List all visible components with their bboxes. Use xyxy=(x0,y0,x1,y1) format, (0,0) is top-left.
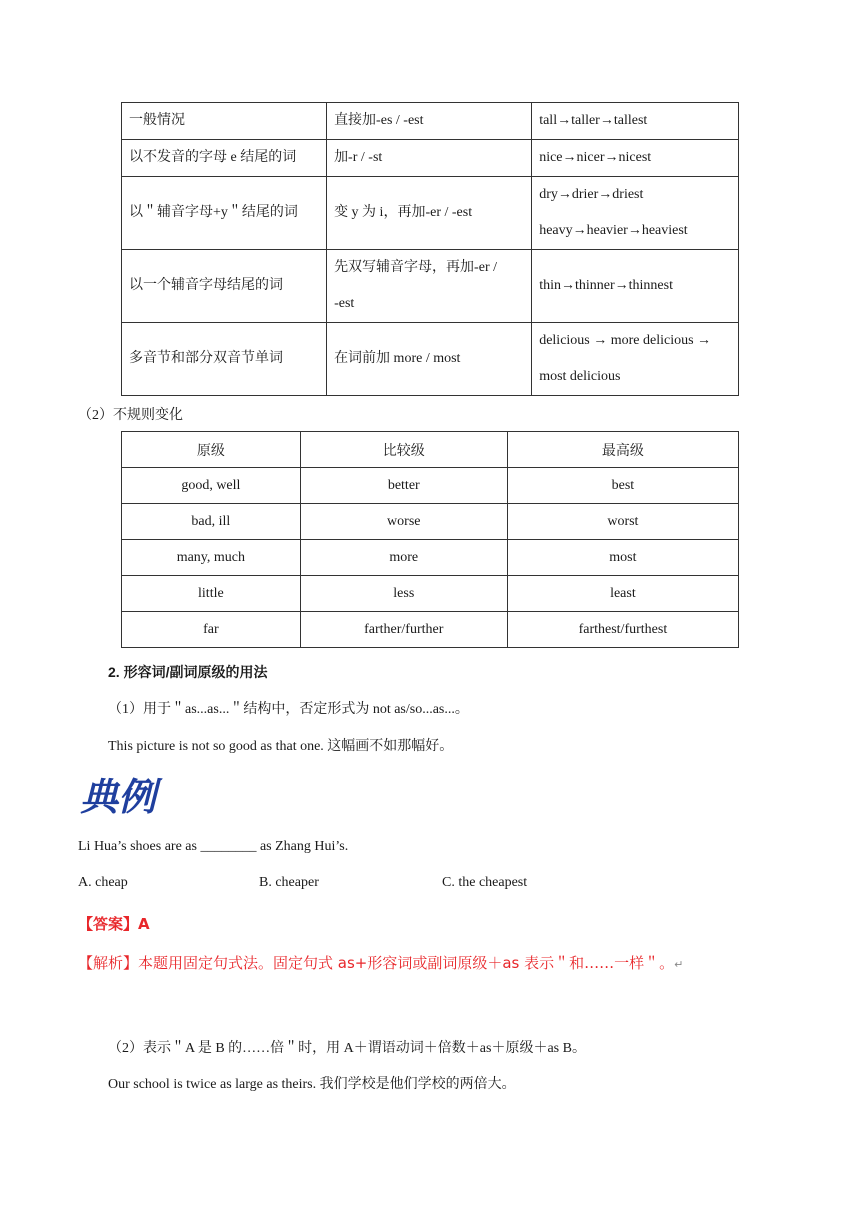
example-logo-icon xyxy=(78,770,164,822)
table-row xyxy=(122,250,739,323)
option-c: C. the cheapest xyxy=(442,875,528,890)
table-row xyxy=(122,140,739,177)
option-a: A. cheap xyxy=(78,875,128,890)
example-sentence: This picture is not so good as that one. 这幅画不如那幅好。 xyxy=(108,739,454,754)
analysis-content: 【解析】本题用固定句式法。固定句式 as+形容词或副词原级＋as 表示＂和……一样＂。 xyxy=(78,954,675,972)
table-cell: 一般情况 xyxy=(122,103,327,140)
table-cell: 以不发音的字母 e 结尾的词 xyxy=(122,140,327,177)
table-cell: good, well xyxy=(122,468,301,504)
table-header-row xyxy=(122,432,739,468)
table-cell: far xyxy=(122,612,301,648)
option-b: B. cheaper xyxy=(259,875,319,890)
table-row xyxy=(122,177,739,250)
table-row xyxy=(122,576,739,612)
table-cell: 在词前加 more / most xyxy=(327,323,532,396)
table-cell: farther/further xyxy=(300,612,507,648)
column-header: 原级 xyxy=(122,432,301,468)
example-line: heavy→heavier→heaviest xyxy=(539,223,688,238)
question-text: Li Hua’s shoes are as ________ as Zhang Hui’s. xyxy=(78,839,349,854)
logo-text: 典例 xyxy=(80,775,157,819)
table-cell: worst xyxy=(507,504,738,540)
table-cell: 加-r / -st xyxy=(327,140,532,177)
paragraph: （2）表示＂A 是 B 的……倍＂时，用 A＋谓语动词＋倍数＋as＋原级＋as B。 xyxy=(108,1041,586,1056)
table-row xyxy=(122,612,739,648)
table-cell: little xyxy=(122,576,301,612)
table-cell: 直接加-es / -est xyxy=(327,103,532,140)
table-cell: farthest/furthest xyxy=(507,612,738,648)
table-cell: worse xyxy=(300,504,507,540)
table-cell: 以一个辅音字母结尾的词 xyxy=(122,250,327,323)
table-cell: bad, ill xyxy=(122,504,301,540)
table-cell: 变 y 为 i，再加-er / -est xyxy=(327,177,532,250)
paragraph-mark-icon: ↵ xyxy=(674,958,684,971)
table-cell: tall→taller→tallest xyxy=(532,103,739,140)
table-cell: better xyxy=(300,468,507,504)
analysis-text xyxy=(78,952,683,973)
example-line: most delicious xyxy=(539,369,621,384)
irregular-label: （2）不规则变化 xyxy=(78,408,183,423)
table-cell: more xyxy=(300,540,507,576)
table-cell: most xyxy=(507,540,738,576)
column-header: 比较级 xyxy=(300,432,507,468)
table-cell: 多音节和部分双音节单词 xyxy=(122,323,327,396)
table-cell: thin→thinner→thinnest xyxy=(532,250,739,323)
table-cell: 以＂辅音字母+y＂结尾的词 xyxy=(122,177,327,250)
column-header: 最高级 xyxy=(507,432,738,468)
example-line: delicious → more delicious → xyxy=(539,333,712,348)
rule-line: -est xyxy=(334,296,355,311)
irregular-table xyxy=(121,431,739,648)
table-cell: least xyxy=(507,576,738,612)
table-cell xyxy=(532,323,739,396)
table-cell: nice→nicer→nicest xyxy=(532,140,739,177)
rule-line: 先双写辅音字母，再加-er / xyxy=(334,260,497,275)
example-line: dry→drier→driest xyxy=(539,187,644,202)
comparison-rules-table xyxy=(121,102,739,396)
table-cell: best xyxy=(507,468,738,504)
section-heading: 2. 形容词/副词原级的用法 xyxy=(108,664,268,680)
table-cell xyxy=(532,177,739,250)
answer-label: 【答案】A xyxy=(78,915,150,933)
table-cell: many, much xyxy=(122,540,301,576)
paragraph: （1）用于＂as...as...＂结构中，否定形式为 not as/so...as...。 xyxy=(108,702,469,717)
table-row xyxy=(122,323,739,396)
table-cell xyxy=(327,250,532,323)
table-row xyxy=(122,504,739,540)
table-row xyxy=(122,468,739,504)
table-cell: less xyxy=(300,576,507,612)
table-row xyxy=(122,103,739,140)
example-sentence: Our school is twice as large as theirs. 我们学校是他们学校的两倍大。 xyxy=(108,1077,516,1092)
table-row xyxy=(122,540,739,576)
